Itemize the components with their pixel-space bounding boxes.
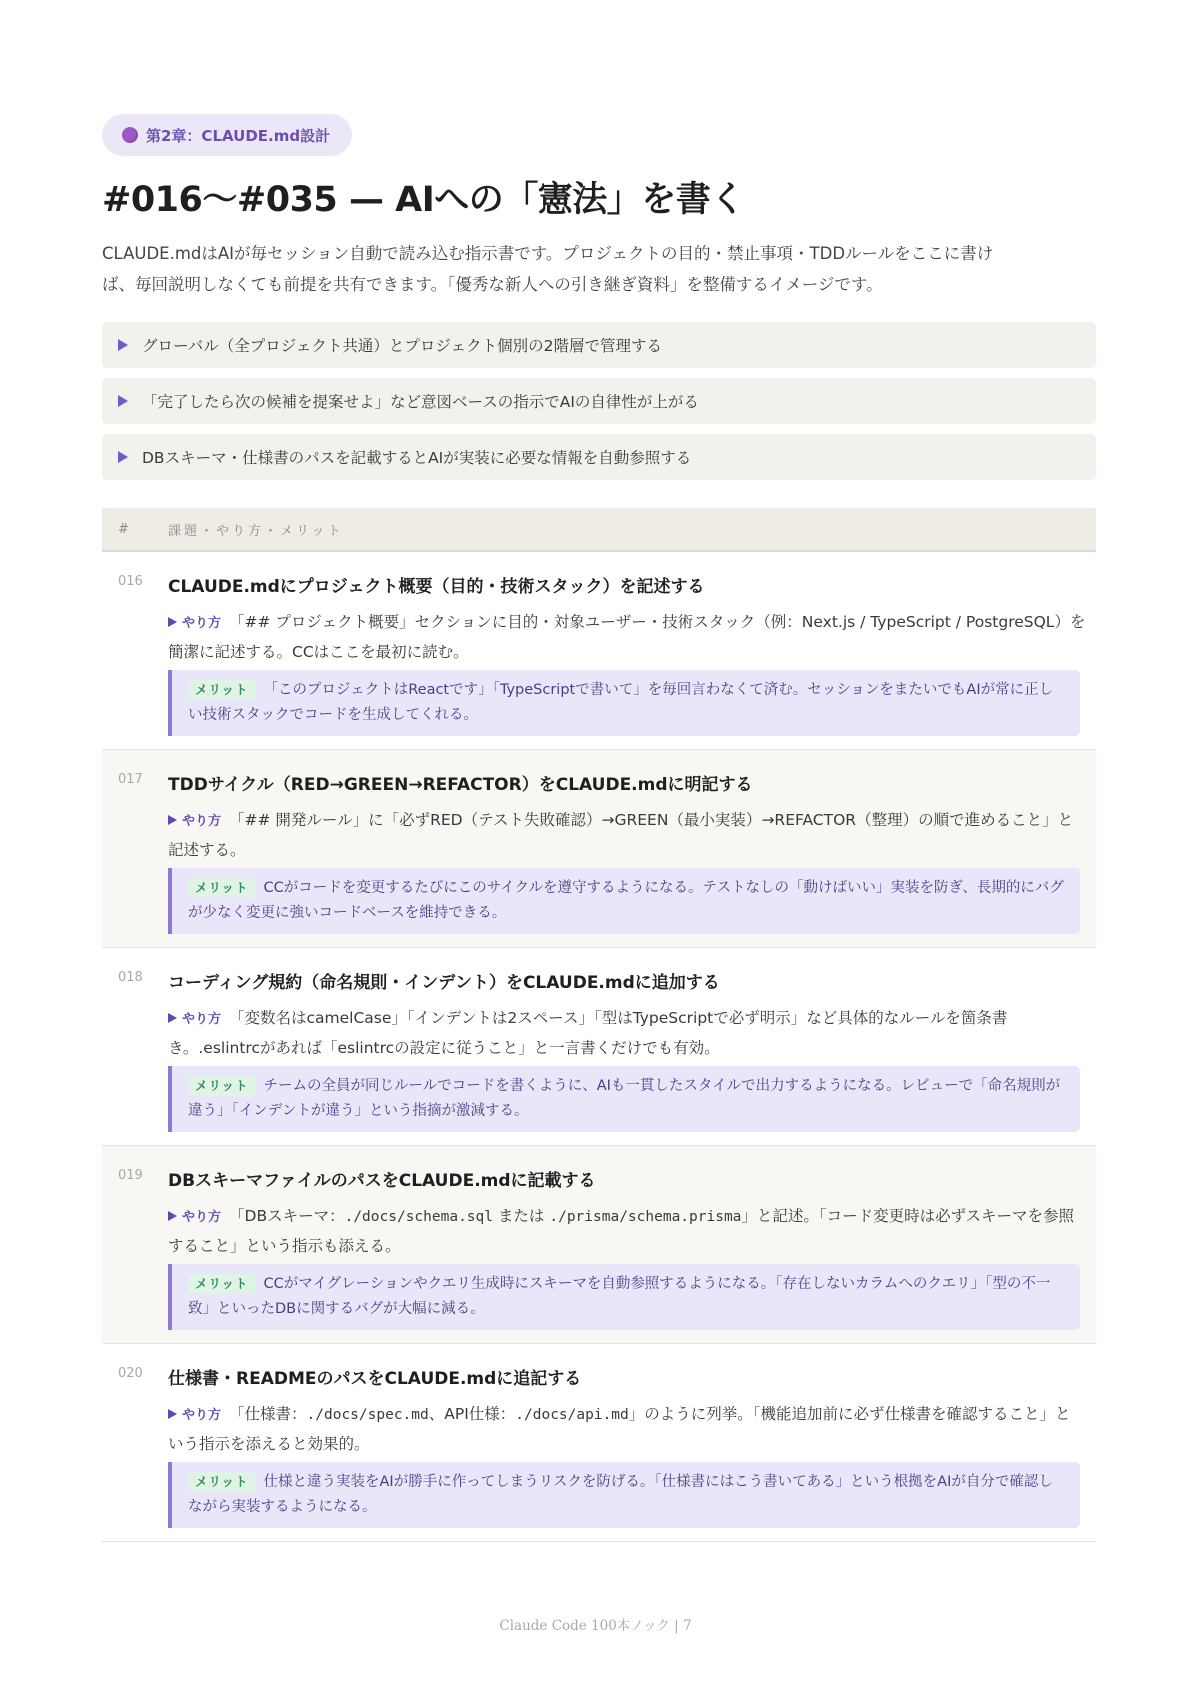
table-row <box>102 1344 1096 1542</box>
row-number: 019 <box>118 1168 143 1183</box>
row-title: DBスキーマファイルのパスをCLAUDE.mdに記載する <box>168 1171 596 1191</box>
row-title: CLAUDE.mdにプロジェクト概要（目的・技術スタック）を記述する <box>168 577 705 597</box>
how-body: 」と記述。「コード変更時は必ずスキーマを参照すること」という指示も添える。 <box>168 1207 1075 1255</box>
key-point <box>102 434 1096 480</box>
how-body: 」のように列挙。「機能追加前に必ず仕様書を確認すること」という指示を添えると効果的。 <box>168 1405 1071 1453</box>
code-path: ./docs/api.md <box>515 1407 629 1423</box>
row-number: 020 <box>118 1366 143 1381</box>
merit-box <box>168 1264 1080 1330</box>
triangle-icon <box>168 815 177 825</box>
table-row <box>102 750 1096 948</box>
merit-text: チームの全員が同じルールでコードを書くように、AIも一貫したスタイルで出力するようになる。レビューで「命名規則が違う」「インデントが違う」という指摘が激減する。 <box>188 1078 1061 1119</box>
merit-box <box>168 868 1080 934</box>
merit-text: CCがコードを変更するたびにこのサイクルを遵守するようになる。テストなしの「動けばいい」実装を防ぎ、長期的にバグが少なく変更に強いコードベースを維持できる。 <box>188 880 1064 921</box>
how-label-text: やり方 <box>182 1210 222 1225</box>
how-label <box>168 814 221 829</box>
code-path: ./docs/spec.md <box>306 1407 429 1423</box>
merit-badge: メリット <box>188 1472 256 1492</box>
table-row <box>102 948 1096 1146</box>
chapter-label: 第2章：CLAUDE.md設計 <box>146 126 331 145</box>
merit-box <box>168 1066 1080 1132</box>
triangle-icon <box>168 617 177 627</box>
row-title: TDDサイクル（RED→GREEN→REFACTOR）をCLAUDE.mdに明記する <box>168 775 753 795</box>
code-path: ./docs/schema.sql <box>344 1209 493 1225</box>
how-text <box>168 806 1086 864</box>
key-points <box>102 322 1096 490</box>
how-label-text: やり方 <box>182 1012 222 1027</box>
table-header <box>102 508 1096 552</box>
triangle-icon <box>168 1409 177 1419</box>
key-point <box>102 322 1096 368</box>
how-text <box>168 1202 1086 1260</box>
triangle-icon <box>168 1211 177 1221</box>
row-number: 016 <box>118 574 143 589</box>
how-body: 「DBスキーマ： <box>229 1207 345 1225</box>
merit-badge: メリット <box>188 1076 256 1096</box>
how-text <box>168 1004 1086 1062</box>
how-label <box>168 1408 221 1423</box>
column-header-number: # <box>118 521 129 537</box>
key-point-text: DBスキーマ・仕様書のパスを記載するとAIが実装に必要な情報を自動参照する <box>142 449 692 467</box>
how-body: 「## プロジェクト概要」セクションに目的・対象ユーザー・技術スタック（例：Next.js / TypeScript / PostgreSQL）を簡潔に記述する。CCはここを最初に読む。 <box>168 613 1086 661</box>
how-label-text: やり方 <box>182 1408 222 1423</box>
page-footer: Claude Code 100本ノック | 7 <box>499 1618 692 1634</box>
how-body: 、API仕様： <box>428 1405 516 1423</box>
triangle-bullet-icon <box>118 395 128 407</box>
table-row <box>102 1146 1096 1344</box>
how-label <box>168 1012 221 1027</box>
triangle-bullet-icon <box>118 451 128 463</box>
row-title: コーディング規約（命名規則・インデント）をCLAUDE.mdに追加する <box>168 973 720 993</box>
code-path: ./prisma/schema.prisma <box>549 1209 742 1225</box>
how-label <box>168 616 221 631</box>
merit-badge: メリット <box>188 1274 256 1294</box>
how-body: 「変数名はcamelCase」「インデントは2スペース」「型はTypeScriptで必ず明示」など具体的なルールを箇条書き。.eslintrcがあれば「eslintrcの設定に従うこと」と一言書くだけでも有効。 <box>168 1009 1008 1057</box>
triangle-icon <box>168 1013 177 1023</box>
how-text <box>168 608 1086 666</box>
merit-text: 「このプロジェクトはReactです」「TypeScriptで書いて」を毎回言わなくて済む。セッションをまたいでもAIが常に正しい技術スタックでコードを生成してくれる。 <box>188 682 1054 723</box>
merit-badge: メリット <box>188 878 256 898</box>
merit-box <box>168 1462 1080 1528</box>
how-label-text: やり方 <box>182 814 222 829</box>
merit-text: CCがマイグレーションやクエリ生成時にスキーマを自動参照するようになる。「存在しないカラムへのクエリ」「型の不一致」といったDBに関するバグが大幅に減る。 <box>188 1276 1051 1317</box>
table-row <box>102 552 1096 750</box>
row-number: 017 <box>118 772 143 787</box>
key-point <box>102 378 1096 424</box>
page-title: #016〜#035 — AIへの「憲法」を書く <box>102 180 745 220</box>
how-text <box>168 1400 1086 1458</box>
how-body: 「仕様書： <box>229 1405 307 1423</box>
intro-text: CLAUDE.mdはAIが毎セッション自動で読み込む指示書です。プロジェクトの目的・禁止事項・TDDルールをここに書けば、毎回説明しなくても前提を共有できます。「優秀な新人への引き継ぎ資料」を整備するイメージです。 <box>102 244 994 294</box>
how-label-text: やり方 <box>182 616 222 631</box>
chapter-dot-icon <box>122 127 138 143</box>
how-body: 「## 開発ルール」に「必ずRED（テスト失敗確認）→GREEN（最小実装）→REFACTOR（整理）の順で進めること」と記述する。 <box>168 811 1074 859</box>
how-label <box>168 1210 221 1225</box>
column-header-topic: 課題・やり方・メリット <box>168 523 344 539</box>
key-point-text: 「完了したら次の候補を提案せよ」など意図ベースの指示でAIの自律性が上がる <box>142 393 699 411</box>
merit-text: 仕様と違う実装をAIが勝手に作ってしまうリスクを防げる。「仕様書にはこう書いてある」という根拠をAIが自分で確認しながら実装するようになる。 <box>188 1474 1053 1515</box>
row-number: 018 <box>118 970 143 985</box>
row-title: 仕様書・READMEのパスをCLAUDE.mdに追記する <box>168 1369 582 1389</box>
knock-table <box>102 552 1096 1542</box>
chapter-badge <box>102 114 352 156</box>
merit-box <box>168 670 1080 736</box>
key-point-text: グローバル（全プロジェクト共通）とプロジェクト個別の2階層で管理する <box>142 337 662 355</box>
triangle-bullet-icon <box>118 339 128 351</box>
how-body: または <box>493 1207 550 1225</box>
merit-badge: メリット <box>188 680 256 700</box>
